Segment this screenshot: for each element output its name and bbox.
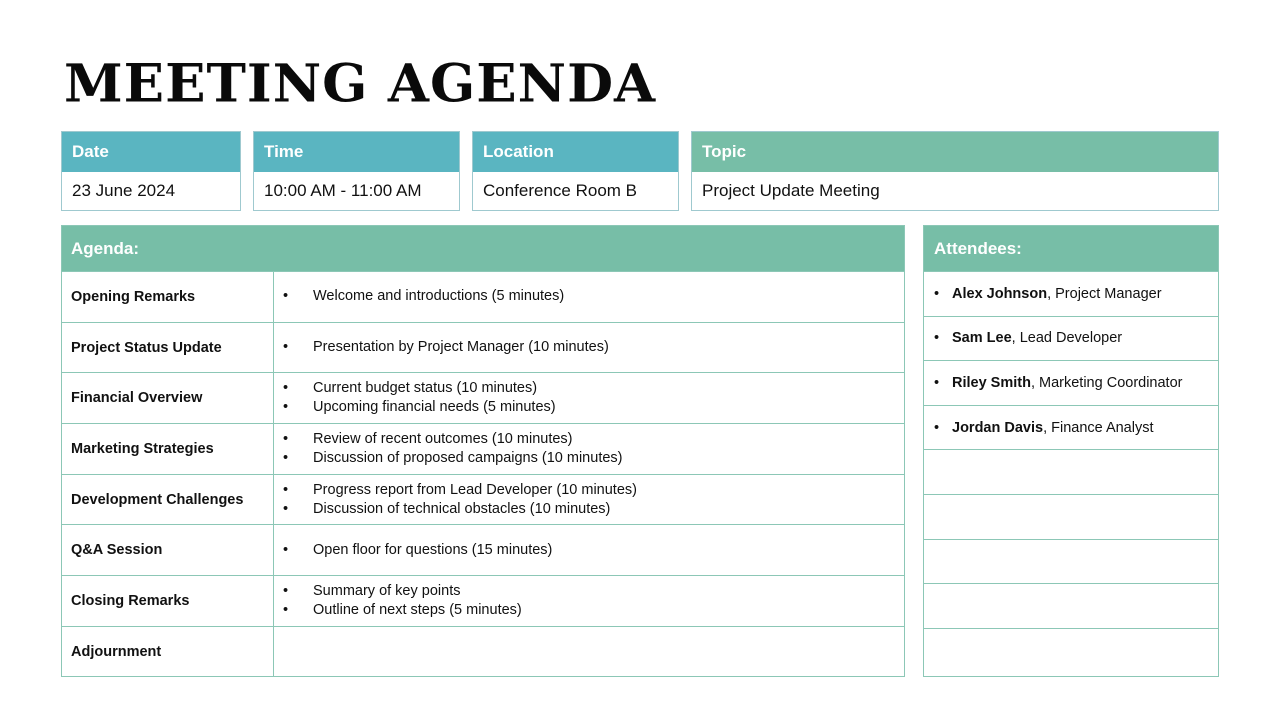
- agenda-detail-text: Discussion of technical obstacles (10 minutes): [313, 500, 611, 517]
- attendee-row: [924, 449, 1218, 494]
- attendee-row: [924, 360, 1218, 405]
- agenda-item-details: [274, 272, 904, 322]
- agenda-detail-line: [274, 430, 904, 449]
- agenda-row: [62, 322, 904, 373]
- agenda-row: [62, 423, 904, 474]
- agenda-row: [62, 474, 904, 525]
- attendee-name: Alex Johnson: [952, 285, 1048, 302]
- agenda-detail-line: [274, 481, 904, 500]
- bullet-icon: •: [934, 330, 940, 347]
- attendee-name: Sam Lee: [952, 330, 1012, 347]
- attendees-table: [923, 225, 1219, 677]
- attendee-row: [924, 628, 1218, 673]
- agenda-item-title: Adjournment: [62, 627, 274, 677]
- topic-label: Topic: [692, 132, 1218, 172]
- bullet-icon: •: [283, 481, 289, 498]
- agenda-row: [62, 575, 904, 626]
- bullet-icon: •: [283, 449, 289, 466]
- time-value: 10:00 AM - 11:00 AM: [264, 181, 422, 200]
- attendee-name: Jordan Davis: [952, 419, 1044, 436]
- attendee-row: [924, 583, 1218, 628]
- agenda-detail-text: Summary of key points: [313, 582, 461, 599]
- agenda-detail-line: [274, 449, 904, 468]
- agenda-item-details: [274, 323, 904, 373]
- agenda-detail-line: [274, 379, 904, 398]
- bullet-icon: •: [283, 601, 289, 618]
- time-box: [253, 131, 460, 211]
- agenda-table: [61, 225, 905, 677]
- bullet-icon: •: [283, 541, 289, 558]
- attendee-row: [924, 539, 1218, 584]
- agenda-item-title: Development Challenges: [62, 475, 274, 525]
- agenda-detail-text: Outline of next steps (5 minutes): [313, 601, 522, 618]
- agenda-detail-text: Progress report from Lead Developer (10 minutes): [313, 481, 637, 498]
- bullet-icon: •: [934, 374, 940, 391]
- agenda-row: [62, 271, 904, 322]
- location-box: [472, 131, 679, 211]
- agenda-detail-text: Current budget status (10 minutes): [313, 380, 538, 397]
- bullet-icon: •: [283, 399, 289, 416]
- agenda-item-title: Project Status Update: [62, 323, 274, 373]
- time-label: Time: [254, 132, 459, 172]
- agenda-detail-line: [274, 500, 904, 519]
- topic-value: Project Update Meeting: [702, 181, 880, 200]
- attendees-heading: Attendees:: [924, 226, 1218, 271]
- agenda-heading: Agenda:: [62, 226, 904, 271]
- agenda-detail-line: [274, 287, 904, 306]
- attendee-role: , Project Manager: [1047, 285, 1162, 302]
- date-label: Date: [62, 132, 240, 172]
- agenda-detail-text: Upcoming financial needs (5 minutes): [313, 399, 556, 416]
- agenda-item-details: [274, 424, 904, 474]
- attendee-name: Riley Smith: [952, 374, 1031, 391]
- date-value: 23 June 2024: [72, 181, 176, 200]
- agenda-detail-text: Presentation by Project Manager (10 minutes): [313, 339, 609, 356]
- bullet-icon: •: [283, 288, 289, 305]
- bullet-icon: •: [283, 500, 289, 517]
- agenda-row: [62, 626, 904, 677]
- attendee-role: , Marketing Coordinator: [1030, 374, 1183, 391]
- agenda-detail-line: [274, 582, 904, 601]
- page-title: MEETING AGENDA: [64, 53, 657, 115]
- agenda-item-details: [274, 475, 904, 525]
- date-box: [61, 131, 241, 211]
- agenda-item-title: Closing Remarks: [62, 576, 274, 626]
- agenda-item-details: [274, 627, 904, 677]
- agenda-item-details: [274, 373, 904, 423]
- agenda-detail-text: Welcome and introductions (5 minutes): [313, 288, 565, 305]
- bullet-icon: •: [283, 582, 289, 599]
- attendee-row: [924, 271, 1218, 316]
- attendee-role: , Lead Developer: [1011, 330, 1123, 347]
- location-label: Location: [473, 132, 678, 172]
- bullet-icon: •: [934, 285, 940, 302]
- attendee-row: [924, 405, 1218, 450]
- agenda-item-title: Marketing Strategies: [62, 424, 274, 474]
- agenda-detail-line: [274, 398, 904, 417]
- attendee-role: , Finance Analyst: [1043, 419, 1154, 436]
- agenda-item-title: Opening Remarks: [62, 272, 274, 322]
- bullet-icon: •: [283, 380, 289, 397]
- agenda-row: [62, 524, 904, 575]
- topic-box: [691, 131, 1219, 211]
- location-value: Conference Room B: [483, 181, 638, 200]
- agenda-detail-line: [274, 601, 904, 620]
- attendee-row: [924, 316, 1218, 361]
- bullet-icon: •: [934, 419, 940, 436]
- agenda-detail-line: [274, 338, 904, 357]
- bullet-icon: •: [283, 339, 289, 356]
- agenda-detail-text: Review of recent outcomes (10 minutes): [313, 430, 573, 447]
- agenda-detail-text: Open floor for questions (15 minutes): [313, 541, 553, 558]
- bullet-icon: •: [283, 430, 289, 447]
- agenda-detail-text: Discussion of proposed campaigns (10 minutes): [313, 449, 623, 466]
- agenda-item-title: Financial Overview: [62, 373, 274, 423]
- agenda-item-details: [274, 525, 904, 575]
- attendee-row: [924, 494, 1218, 539]
- agenda-item-title: Q&A Session: [62, 525, 274, 575]
- agenda-item-details: [274, 576, 904, 626]
- agenda-detail-line: [274, 541, 904, 560]
- agenda-row: [62, 372, 904, 423]
